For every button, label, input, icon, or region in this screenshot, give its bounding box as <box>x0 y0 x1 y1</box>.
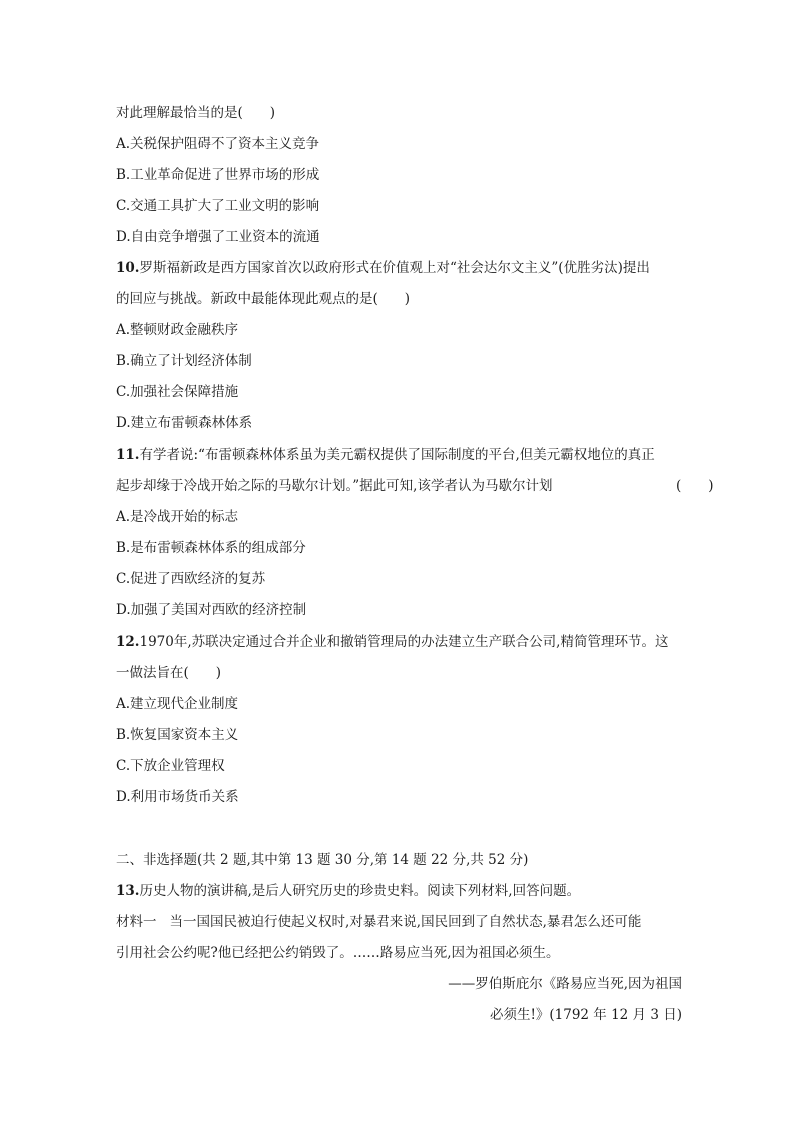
q9-option-a: A.关税保护阻碍不了资本主义竞争 <box>116 136 320 152</box>
q12-stem-line2: 一做法旨在( ) <box>116 665 222 681</box>
q13-stem-text: 历史人物的演讲稿,是后人研究历史的珍贵史料。阅读下列材料,回答问题。 <box>139 883 581 899</box>
q12-option-a: A.建立现代企业制度 <box>116 696 239 712</box>
q12-option-d: D.利用市场货币关系 <box>116 789 239 805</box>
q13-number: 13. <box>116 883 140 899</box>
q11-number: 11. <box>116 447 140 463</box>
material1-text1: 当一国国民被迫行使起义权时,对暴君来说,国民回到了自然状态,暴君怎么还可能 <box>169 914 642 930</box>
q12-number: 12. <box>116 634 140 650</box>
q10-option-c: C.加强社会保障措施 <box>116 384 239 400</box>
q11-stem-text1: 有学者说:“布雷顿森林体系虽为美元霸权提供了国际制度的平台,但美元霸权地位的真正 <box>139 447 655 463</box>
q13-stem <box>116 882 696 900</box>
q12-option-c: C.下放企业管理权 <box>116 758 225 774</box>
q13-material1-line1 <box>116 913 696 931</box>
q10-stem-text1: 罗斯福新政是西方国家首次以政府形式在价值观上对“社会达尔文主义”(优胜劣汰)提出 <box>139 260 650 276</box>
q12-stem-line1 <box>116 633 696 651</box>
q11-option-b: B.是布雷顿森林体系的组成部分 <box>116 540 306 556</box>
q11-option-a: A.是冷战开始的标志 <box>116 509 239 525</box>
q10-option-d: D.建立布雷顿森林体系 <box>116 415 253 431</box>
q11-answer-paren: ( ) <box>676 478 714 494</box>
q10-option-a: A.整顿财政金融秩序 <box>116 322 239 338</box>
q9-option-d: D.自由竞争增强了工业资本的流通 <box>116 229 320 245</box>
q9-option-c: C.交通工具扩大了工业文明的影响 <box>116 198 320 214</box>
q10-number: 10. <box>116 260 140 276</box>
material1-label: 材料一 <box>116 914 157 930</box>
q11-option-d: D.加强了美国对西欧的经济控制 <box>116 602 307 618</box>
material1-source-line2: 必须生!》(1792 年 12 月 3 日) <box>489 1007 682 1023</box>
section-heading: 二、非选择题(共 2 题,其中第 13 题 30 分,第 14 题 22 分,共 52 分) <box>116 852 529 868</box>
q11-stem-line1 <box>116 446 696 464</box>
q10-stem-line1 <box>116 259 696 277</box>
q10-stem-line2: 的回应与挑战。新政中最能体现此观点的是( ) <box>116 291 411 307</box>
q13-material1-line2: 引用社会公约呢?他已经把公约销毁了。……路易应当死,因为祖国必须生。 <box>116 945 560 961</box>
q12-option-b: B.恢复国家资本主义 <box>116 727 239 743</box>
material1-source-line1: ——罗伯斯庇尔《路易应当死,因为祖国 <box>448 976 682 992</box>
q9-stem-end: 对此理解最恰当的是( ) <box>116 105 276 121</box>
q9-option-b: B.工业革命促进了世界市场的形成 <box>116 167 320 183</box>
q10-option-b: B.确立了计划经济体制 <box>116 353 252 369</box>
q12-stem-text1: 1970年,苏联决定通过合并企业和撤销管理局的办法建立生产联合公司,精简管理环节。这 <box>139 634 669 650</box>
q11-option-c: C.促进了西欧经济的复苏 <box>116 571 266 587</box>
q11-stem-line2: 起步却缘于冷战开始之际的马歇尔计划。”据此可知,该学者认为马歇尔计划 <box>116 478 553 494</box>
